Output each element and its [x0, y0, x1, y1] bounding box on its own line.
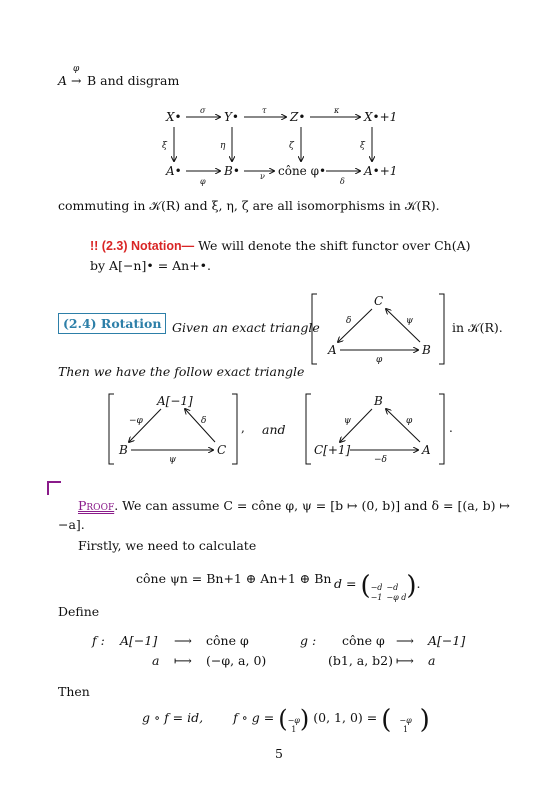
g-image: a	[428, 653, 436, 668]
define-text: Define	[58, 604, 100, 619]
t2-right: C	[217, 443, 227, 457]
result-matrix-1: 1	[402, 725, 409, 734]
notation-line2: by A[−n]• = An+•.	[90, 258, 212, 273]
intro-line	[58, 64, 180, 88]
t3-after: .	[449, 421, 453, 435]
d1-bottom-3: A•+1	[364, 164, 398, 178]
t2-bottom-edge: ψ	[169, 455, 177, 465]
proof-text1: . We can assume C = cône φ, ψ = [b ↦ (0, b)] and δ = [(a, b) ↦	[114, 498, 510, 513]
then-text: Then we have the follow exact triangle	[58, 364, 305, 379]
col-vec-1: 1	[291, 725, 297, 734]
f-maps: ⟼	[174, 653, 192, 668]
d1-bottom-arrow-0: φ	[200, 177, 206, 186]
result-matrix	[391, 716, 419, 734]
d1-top-arrow-0: σ	[200, 106, 206, 115]
rot-top: C	[374, 294, 384, 308]
t3-edge-right	[386, 409, 420, 442]
f-to: cône φ	[206, 633, 249, 648]
matrix-d-00: −d	[370, 583, 383, 592]
g-name: g :	[300, 633, 317, 648]
rot-edge-psi	[386, 309, 420, 342]
t3-left-edge: ψ	[344, 416, 352, 426]
proof-label[interactable]: Proof	[78, 498, 115, 513]
d1-vlabel-3: ξ	[360, 141, 365, 151]
d1-vlabel-0: ξ	[162, 141, 167, 151]
rot-left-edge: δ	[346, 316, 352, 326]
d1-top-arrow-1: τ	[262, 106, 267, 115]
col-vec-0: −φ	[287, 716, 300, 725]
t2-top: A[−1]	[157, 394, 193, 408]
cone-formula: cône ψn = Bn+1 ⊕ An+1 ⊕ Bn	[136, 571, 332, 586]
intro-arrow-label: φ	[73, 64, 80, 74]
d1-bottom-1: B•	[224, 164, 240, 178]
intro-prefix: A	[58, 73, 68, 88]
matrix-d	[371, 583, 407, 603]
notation-marker: !! (2.3) Notation—	[90, 239, 195, 253]
d1-top-0: X•	[166, 110, 182, 124]
intro-arrow: φ →	[71, 64, 82, 88]
d1-bottom-2: cône φ•	[278, 164, 327, 178]
rot-right: B	[422, 343, 431, 357]
rot-edge-delta	[338, 309, 372, 342]
rot-bottom-edge: φ	[376, 355, 383, 365]
d1-bottom-arrow-1: ν	[260, 172, 265, 181]
col-vec	[288, 716, 300, 734]
t3-right: A	[422, 443, 431, 457]
d1-vlabel-1: η	[220, 141, 226, 151]
gof: g ∘ f = id,	[142, 710, 204, 725]
g-arrow: ⟶	[396, 633, 414, 648]
d-formula: d = ( −d −d −1 −φ d ).	[334, 571, 421, 602]
result-matrix-0: −φ	[399, 716, 412, 725]
notation-text: We will denote the shift functor over Ch(A)	[198, 238, 471, 253]
d1-vlabel-2: ζ	[289, 141, 294, 151]
and-text: and	[262, 422, 286, 437]
d1-top-1: Y•	[224, 110, 239, 124]
matrix-d-10: −1	[370, 593, 383, 602]
t2-left-edge: −φ	[129, 416, 143, 426]
rotation-title	[58, 316, 166, 331]
d-label: d =	[334, 576, 357, 591]
d1-top-3: X•+1	[364, 110, 398, 124]
rotation-triangle	[308, 290, 448, 368]
g-to: A[−1]	[428, 633, 466, 648]
page-number: 5	[275, 746, 283, 761]
then-label: Then	[58, 684, 90, 699]
intro-suffix: B and disgram	[87, 73, 180, 88]
proof-line1	[78, 498, 510, 513]
g-maps: ⟼	[396, 653, 414, 668]
g-elem: (b1, a, b2)	[328, 653, 394, 668]
d1-top-arrow-2: κ	[334, 106, 340, 115]
d1-bottom-0: A•	[166, 164, 182, 178]
f-name: f :	[92, 633, 105, 648]
rot-right-edge: ψ	[406, 316, 414, 326]
matrix-d-11: −φ d	[386, 593, 407, 602]
triangle-2	[105, 390, 255, 468]
t3-right-edge: φ	[406, 416, 413, 426]
t2-left: B	[119, 443, 128, 457]
proof-line3: Firstly, we need to calculate	[78, 538, 257, 553]
commuting-text: commuting in 𝒦(R) and ξ, η, ζ are all isomorphisms in 𝒦(R).	[58, 198, 440, 213]
matrix-d-01: −d	[386, 583, 399, 592]
notation-line1	[90, 238, 470, 253]
fog: f ∘ g =	[233, 710, 275, 725]
t3-top: B	[374, 394, 383, 408]
f-image: (−φ, a, 0)	[206, 653, 267, 668]
f-arrow: ⟶	[174, 633, 192, 648]
rot-left: A	[328, 343, 337, 357]
d1-top-2: Z•	[290, 110, 306, 124]
rotation-lead: Given an exact triangle	[172, 320, 320, 335]
row-vec: (0, 1, 0) =	[313, 710, 378, 725]
proof-line2: −a].	[58, 517, 85, 532]
f-from: A[−1]	[120, 633, 158, 648]
triangle-3	[302, 390, 462, 468]
t3-bottom-edge: −δ	[374, 455, 387, 465]
rotation-suffix: in 𝒦(R).	[452, 320, 503, 335]
g-from: cône φ	[342, 633, 385, 648]
f-elem: a	[152, 653, 160, 668]
t3-left: C[+1]	[314, 443, 351, 457]
rotation-title-box: (2.4) Rotation	[58, 313, 166, 334]
g-map	[300, 633, 480, 673]
d1-bottom-arrow-2: δ	[340, 177, 345, 186]
f-map	[92, 633, 282, 673]
t2-right-edge: δ	[201, 416, 207, 426]
t2-after: ,	[241, 421, 245, 435]
t2-edge-right	[185, 409, 215, 442]
commutative-diagram	[160, 105, 410, 190]
composition-line: g ∘ f = id, f ∘ g = ( −φ 1 ) (0, 1, 0) = ( −φ 1 )	[142, 705, 430, 735]
proof-corner-mark	[46, 480, 62, 496]
